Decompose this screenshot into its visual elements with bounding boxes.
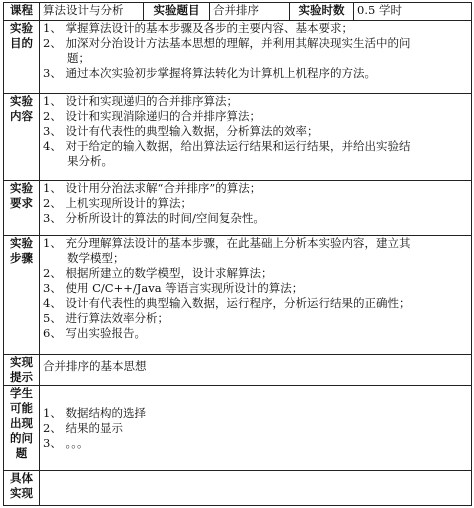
header-row: [4, 3, 472, 21]
goal-row: [4, 21, 472, 94]
content-line-1: 1、 设计和实现递归的合并排序算法；: [43, 94, 238, 108]
steps-line-1: 1、 充分理解算法设计的基本步骤，在此基础上分析本实验内容，建立其: [43, 236, 411, 250]
steps-line-2: 数学模型；: [67, 251, 125, 265]
hint-content: [40, 355, 472, 386]
requirements-line-3: 3、 分析所设计的算法的时间/空间复杂性。: [43, 211, 265, 225]
course-value: 算法设计与分析: [40, 3, 144, 21]
hint-label: [4, 355, 40, 386]
goal-label-text: 实验目的: [10, 21, 33, 50]
issues-label: [4, 386, 40, 471]
steps-content: [40, 236, 472, 355]
issues-label-text: 学生可能出现的问题: [10, 386, 33, 460]
steps-line-3: 2、 根据所建立的数学模型，设计求解算法；: [43, 266, 273, 280]
goal-line-1: 1、 掌握算法设计的基本步骤及各步的主要内容、基本要求；: [43, 21, 353, 35]
goal-line-2: 2、 加深对分治设计方法基本思想的理解，并利用其解决现实生活中的问: [43, 36, 411, 50]
steps-line-6: 5、 进行算法效率分析；: [43, 311, 169, 325]
content-line-2: 2、 设计和实现消除递归的合并排序算法；: [43, 109, 261, 123]
steps-line-7: 6、 写出实验报告。: [43, 326, 146, 340]
content-row: [4, 94, 472, 181]
impl-content: [40, 471, 472, 506]
issues-content: [40, 386, 472, 471]
hint-row: [4, 355, 472, 386]
content-line-3: 3、 设计有代表性的典型输入数据，分析算法的效率；: [43, 124, 319, 138]
experiment-form: [3, 2, 472, 506]
requirements-row: [4, 181, 472, 236]
course-label: 课程: [4, 3, 40, 21]
content-line-4: 4、 对于给定的输入数据，给出算法运行结果和运行结果，并给出实验结: [43, 139, 411, 153]
impl-row: [4, 471, 472, 506]
requirements-line-1: 1、 设计用分治法求解“合并排序”的算法；: [43, 181, 262, 195]
hours-value: 0.5 学时: [354, 3, 472, 21]
hint-label-text: 实现提示: [10, 355, 33, 384]
steps-line-5: 4、 设计有代表性的典型输入数据，运行程序，分析运行结果的正确性；: [43, 296, 411, 310]
requirements-content: [40, 181, 472, 236]
title-label: 实验题目: [144, 3, 210, 21]
issues-line-3: 3、 。。。: [43, 435, 89, 450]
goal-line-3: 题；: [67, 51, 90, 65]
steps-line-4: 3、 使用 C/C++/Java 等语言实现所设计的算法；: [43, 281, 304, 295]
hint-line-1: 合并排序的基本思想: [43, 359, 147, 373]
steps-label-text: 实验步骤: [10, 236, 33, 265]
title-value: 合并排序: [210, 3, 290, 21]
requirements-line-2: 2、 上机实现所设计的算法；: [43, 196, 192, 210]
content-content: [40, 94, 472, 181]
goal-label: [4, 21, 40, 94]
content-label-text: 实验内容: [10, 94, 33, 123]
issues-row: [4, 386, 472, 471]
content-label: [4, 94, 40, 181]
steps-label: [4, 236, 40, 355]
hours-label: 实验时数: [290, 3, 354, 21]
requirements-label-text: 实验要求: [10, 181, 33, 210]
goal-content: [40, 21, 472, 94]
content-line-5: 果分析。: [67, 154, 113, 168]
goal-line-4: 3、 通过本次实验初步掌握将算法转化为计算机上机程序的方法。: [43, 66, 376, 80]
impl-label: [4, 471, 40, 506]
steps-row: [4, 236, 472, 355]
issues-line-2: 2、 结果的显示: [43, 420, 123, 435]
requirements-label: [4, 181, 40, 236]
issues-line-1: 1、 数据结构的选择: [43, 405, 146, 420]
impl-label-text: 具体实现: [10, 471, 33, 500]
